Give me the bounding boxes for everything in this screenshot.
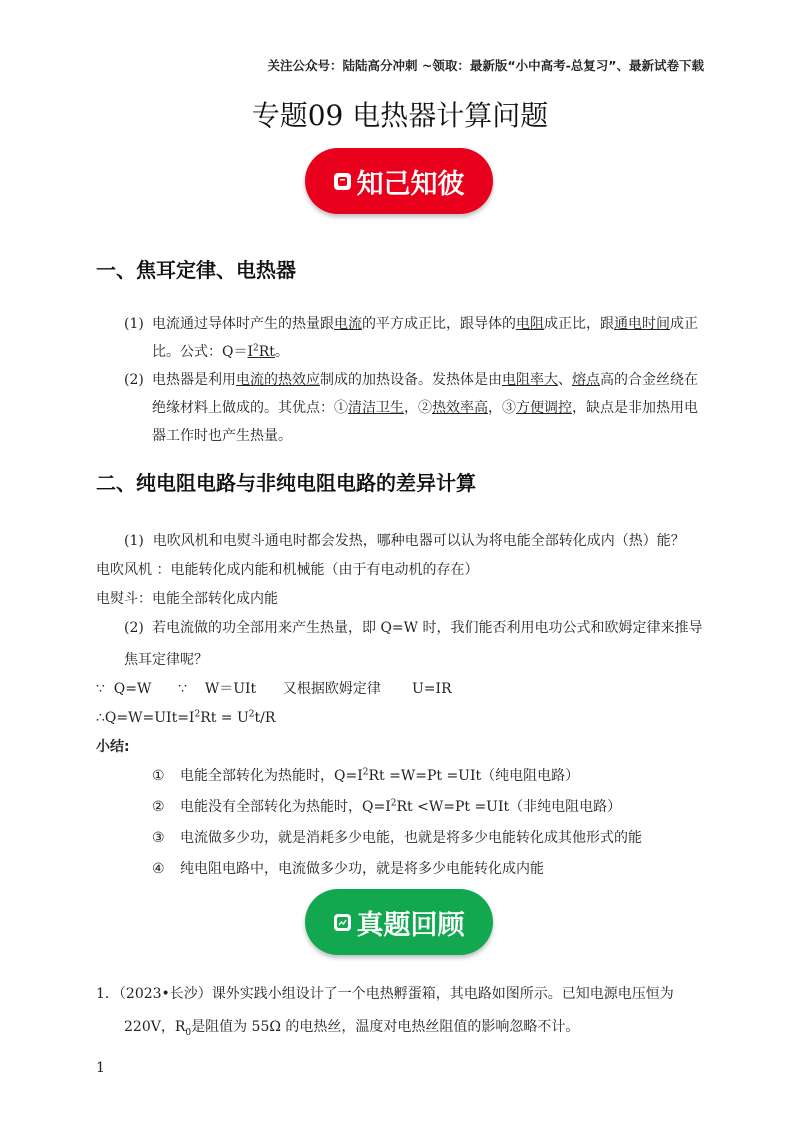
text: （2023•长沙）课外实践小组设计了一个电热孵蛋箱，其电路如图所示。已知电源电压恒为 [118,986,674,1002]
item-number: (2) [124,372,144,388]
summary-item: ④ 纯电阻电路中，电流做多少功，就是将多少电能转化成内能 [152,861,544,877]
summary-item: ② 电能没有全部转化为热能时，$Q=I^2Rt <W=Pt =UIt$（非纯电阻电路） [152,798,622,815]
underlined-text: 方便调控 [516,400,572,416]
underlined-text: 热效率高 [432,400,488,416]
text: 焦耳定律呢？ [124,652,208,668]
text: 器工作时也产生热量。 [152,428,292,444]
answer-hairdryer: 电吹风机 ：电能转化成内能和机械能（由于有电动机的存在） [96,562,479,578]
underlined-text: 清洁卫生 [348,400,404,416]
text: 绝缘材料上做成的。其优点：① [152,400,348,416]
problem-number: 1． [96,986,119,1002]
underlined-text: 电阻率大 [502,372,558,388]
underlined-text: 电流 [334,316,362,332]
text: 成正比，跟 [544,316,614,332]
therefore-line: $\therefore Q=W=UIt=I^2Rt = U^2t/R$ [96,709,276,726]
text: 比。公式：Q＝ [152,344,248,360]
item-number: (1) [124,533,144,549]
text: ，③ [488,400,516,416]
text: ，缺点是非加热用电 [572,400,698,416]
answer-iron: 电熨斗：电能全部转化成内能 [96,591,278,607]
header-note: 关注公众号：陆陆高分冲刺 ~领取：最新版“小中高考-总复习”、最新试卷下载 [267,58,704,73]
page-number: 1 [96,1060,105,1076]
real-exam-badge [305,889,493,955]
real-exam-label: 真题回顾 [356,909,465,941]
know-yourself-badge [305,148,493,214]
text: 。 [274,344,289,360]
underlined-text: 电阻 [516,316,544,332]
text: 电流通过导体时产生的热量跟 [152,316,334,332]
trend-chart-icon [334,914,351,931]
question-1 [124,527,685,555]
summary-item: ③ 电流做多少功，就是消耗多少电能，也就是将多少电能转化成其他形式的能 [152,830,642,846]
text: 制成的加热设备。发热体是由 [320,372,502,388]
text: 、 [558,372,572,388]
section-heading-joule: 一、焦耳定律、电热器 [96,258,296,282]
problem-1-line-2: 220V，$R_0$是阻值为 55Ω 的电热丝，温度对电热丝阻值的影响忽略不计。 [124,1019,580,1038]
summary-label: 小结: [96,739,130,755]
because-line: ∵ Q=W ∵ W＝UIt 又根据欧姆定律 U=IR [96,681,452,697]
underlined-text: 电流的热效应 [236,372,320,388]
book-icon [334,173,351,190]
underlined-text: 熔点 [572,372,600,388]
joule-formula: $I^2Rt$ [247,343,275,360]
text: 电热器是利用 [152,372,236,388]
know-yourself-label: 知己知彼 [356,168,465,200]
underlined-text: 通电时间 [614,316,670,332]
text: 高的合金丝绕在 [600,372,698,388]
text: 若电流做的功全部用来产生热量，即 Q=W 时，我们能否利用电功公式和欧姆定律来推导 [152,620,703,636]
problem-1-line-1 [96,980,674,1008]
item-number: (1) [124,316,144,332]
text: 的平方成正比，跟导体的 [362,316,516,332]
text: ，② [404,400,432,416]
item-number: (2) [124,620,144,636]
page-title: 专题09 电热器计算问题 [251,99,549,132]
section-heading-resistance: 二、纯电阻电路与非纯电阻电路的差异计算 [96,471,476,495]
text: 电吹风机和电熨斗通电时都会发热，哪种电器可以认为将电能全部转化成内（热）能？ [152,533,685,549]
text: 成正 [670,316,698,332]
summary-item: ① 电能全部转化为热能时，$Q=I^2Rt =W=Pt =UIt$（纯电阻电路） [152,767,580,784]
